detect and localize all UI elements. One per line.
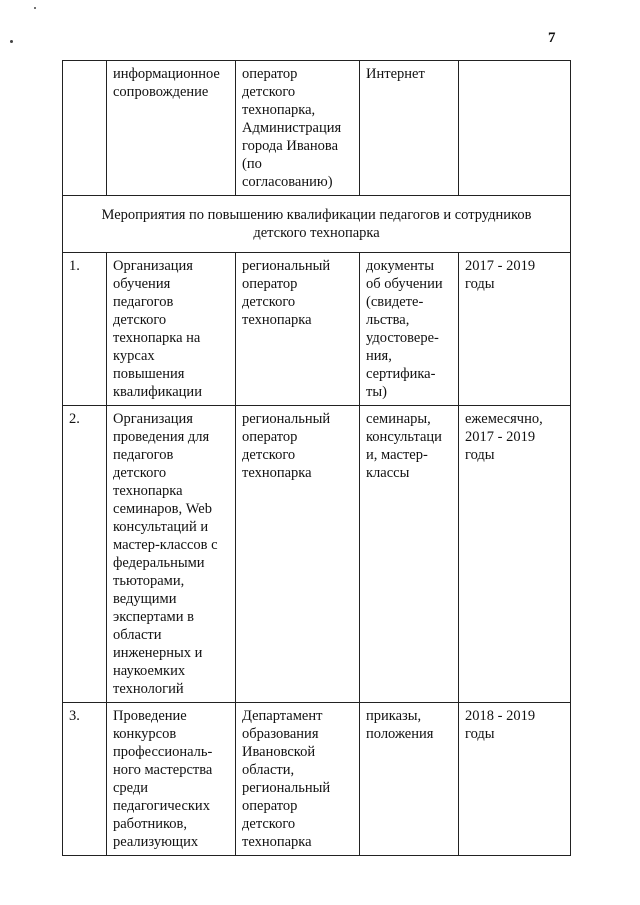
term-cell: 2018 - 2019 годы bbox=[459, 703, 571, 856]
result-cell: приказы, положения bbox=[360, 703, 459, 856]
table-row bbox=[63, 61, 571, 196]
result-cell: семинары, консультаци и, мастер- классы bbox=[360, 406, 459, 703]
row-number-cell: 1. bbox=[63, 253, 107, 406]
row-number-cell: 2. bbox=[63, 406, 107, 703]
row-number-cell: 3. bbox=[63, 703, 107, 856]
result-cell: документы об обучении (свидете- льства, удостовере- ния, сертифика- ты) bbox=[360, 253, 459, 406]
event-cell: информационное сопровождение bbox=[107, 61, 236, 196]
events-table bbox=[62, 60, 571, 856]
scan-speck bbox=[34, 7, 36, 9]
responsible-cell: региональный оператор детского технопарка bbox=[236, 406, 360, 703]
event-cell: Проведение конкурсов профессиональ- ного мастерства среди педагогических работников, реализующих bbox=[107, 703, 236, 856]
section-header-row bbox=[63, 196, 571, 253]
event-cell: Организация обучения педагогов детского технопарка на курсах повышения квалификации bbox=[107, 253, 236, 406]
responsible-cell: оператор детского технопарка, Администрация города Иванова (по согласованию) bbox=[236, 61, 360, 196]
term-cell: 2017 - 2019 годы bbox=[459, 253, 571, 406]
section-header: Мероприятия по повышению квалификации педагогов и сотрудников детского технопарка bbox=[63, 196, 571, 253]
result-cell: Интернет bbox=[360, 61, 459, 196]
event-cell: Организация проведения для педагогов детского технопарка семинаров, Web консультаций и мастер-классов с федеральными тьюторами, ведущими экспертами в области инженерных и наукоемких технологий bbox=[107, 406, 236, 703]
term-cell: ежемесячно, 2017 - 2019 годы bbox=[459, 406, 571, 703]
table-row bbox=[63, 253, 571, 406]
responsible-cell: региональный оператор детского технопарка bbox=[236, 253, 360, 406]
term-cell bbox=[459, 61, 571, 196]
responsible-cell: Департамент образования Ивановской области, региональный оператор детского технопарка bbox=[236, 703, 360, 856]
page-number: 7 bbox=[548, 30, 556, 46]
scan-speck bbox=[10, 40, 13, 43]
table-row bbox=[63, 703, 571, 856]
row-number-cell bbox=[63, 61, 107, 196]
table-row bbox=[63, 406, 571, 703]
